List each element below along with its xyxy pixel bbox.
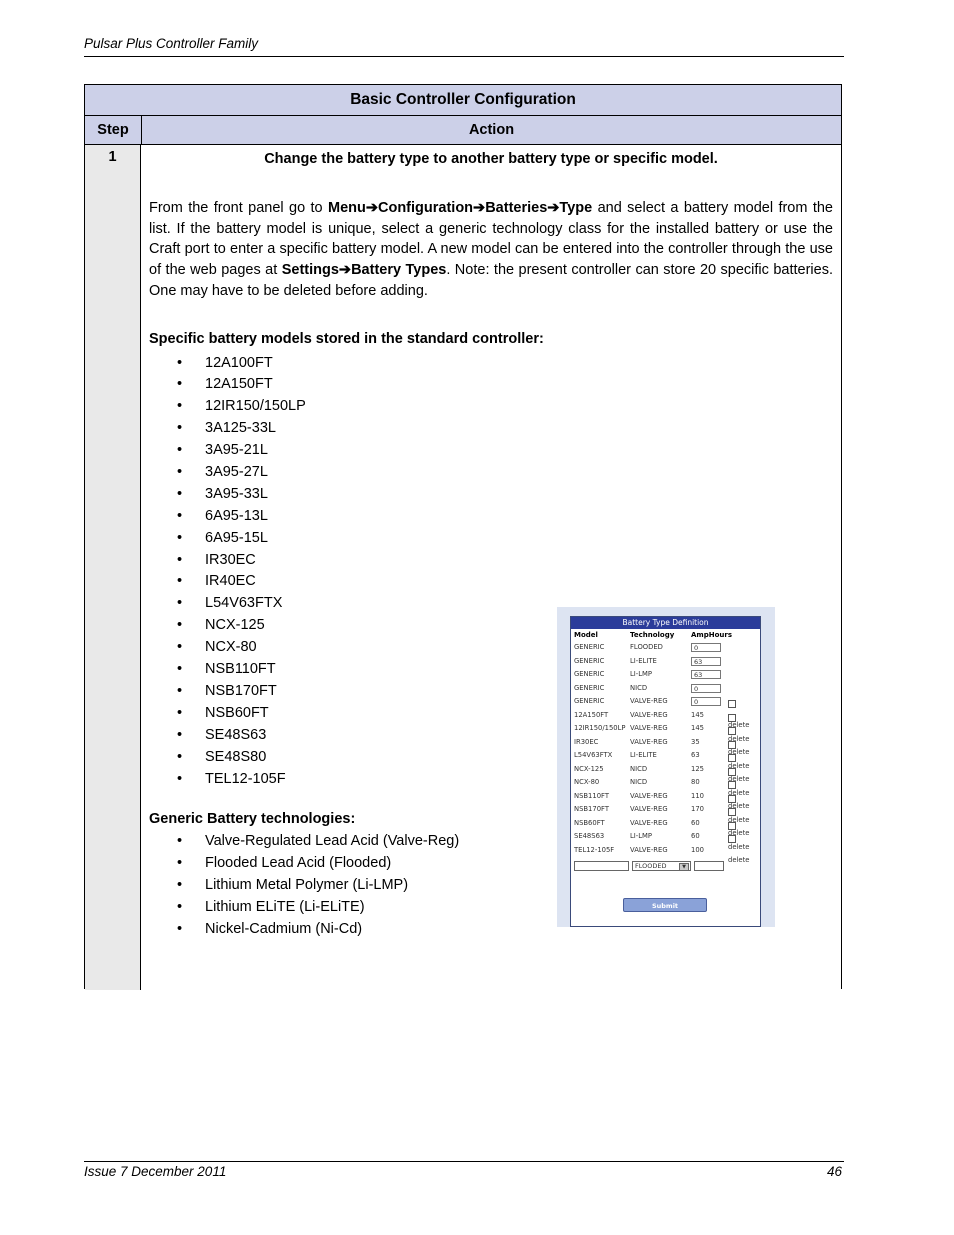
list-item: • 6A95-13L <box>149 506 833 528</box>
row-model: GENERIC <box>574 683 605 692</box>
row-technology: VALVE-REG <box>630 697 668 706</box>
amphours-input[interactable]: 63 <box>691 657 721 666</box>
specific-models-heading: Specific battery models stored in the standard controller: <box>149 330 544 347</box>
menu-term: Menu <box>327 199 366 216</box>
battery-type-definition-screenshot <box>557 607 775 927</box>
para-text: and select a battery model from the list. If the battery model is unique, select a generic technology class for the installed battery or use the Craft port to enter a specific battery model. A new model can be entered into the controller through the use of the web pages at <box>149 199 833 279</box>
instructions-paragraph <box>149 198 833 302</box>
delete-label: delete <box>728 829 750 838</box>
row-model: TEL12-105F <box>574 845 615 854</box>
list-item: • 12A150FT <box>149 374 833 396</box>
row-model: L54V63FTX <box>574 751 613 760</box>
row-model: 12A150FT <box>574 710 609 719</box>
amphours-input[interactable]: 63 <box>691 670 721 679</box>
page-number: 46 <box>826 1164 842 1179</box>
row-technology: VALVE-REG <box>630 818 668 827</box>
footer-rule <box>84 1161 844 1162</box>
header-rule <box>84 56 844 57</box>
row-model: GENERIC <box>574 670 605 679</box>
table-row <box>85 145 841 990</box>
row-model: IR30EC <box>574 737 599 746</box>
row-technology: LI-ELITE <box>630 751 657 760</box>
type-term: Type <box>559 199 593 216</box>
delete-label: delete <box>728 734 750 743</box>
delete-checkbox[interactable] <box>728 829 760 871</box>
technology-column-header: Technology <box>630 631 675 639</box>
row-technology: NICD <box>630 764 648 773</box>
batteries-term: Batteries <box>485 199 548 216</box>
arrow-icon: ➔ <box>547 199 560 216</box>
configuration-term: Configuration <box>378 199 474 216</box>
action-cell <box>141 145 841 990</box>
row-model: SE48S63 <box>574 832 605 841</box>
arrow-icon: ➔ <box>338 262 352 279</box>
row-technology: VALVE-REG <box>630 737 668 746</box>
delete-label: delete <box>728 802 750 811</box>
row-technology: NICD <box>630 778 648 787</box>
row-model: NCX-125 <box>574 764 604 773</box>
row-model: NSB60FT <box>574 818 605 827</box>
battery-type-form <box>570 616 761 927</box>
row-amphours: 35 <box>691 737 700 746</box>
row-technology: VALVE-REG <box>630 710 668 719</box>
new-amphours-input[interactable] <box>694 861 724 871</box>
row-amphours: 63 <box>691 751 700 760</box>
step-column-header: Step <box>85 116 142 144</box>
list-item: • 3A95-27L <box>149 462 833 484</box>
row-amphours: 60 <box>691 832 700 841</box>
amphours-input[interactable]: 0 <box>691 643 721 652</box>
row-amphours: 100 <box>691 845 704 854</box>
list-item: • NSB110FT <box>149 659 833 681</box>
list-item: • Flooded Lead Acid (Flooded) <box>149 853 833 875</box>
list-item: • 6A95-15L <box>149 528 833 550</box>
delete-label: delete <box>728 842 750 851</box>
footer-issue: Issue 7 December 2011 <box>84 1164 227 1179</box>
list-item: • IR40EC <box>149 571 833 593</box>
step-heading: Change the battery type to another battery type or specific model. <box>264 151 718 167</box>
list-item: • 12IR150/150LP <box>149 396 833 418</box>
list-item: • 3A95-33L <box>149 484 833 506</box>
list-item: • NCX-125 <box>149 615 833 637</box>
row-technology: VALVE-REG <box>630 791 668 800</box>
list-item: • IR30EC <box>149 550 833 572</box>
form-title: Battery Type Definition <box>571 617 760 629</box>
action-column-header: Action <box>468 122 515 138</box>
row-amphours: 125 <box>691 764 704 773</box>
list-item: • SE48S63 <box>149 725 833 747</box>
list-item: • L54V63FTX <box>149 593 833 615</box>
step-number: 1 <box>85 145 141 990</box>
row-amphours: 110 <box>691 791 704 800</box>
delete-label: delete <box>728 815 750 824</box>
generic-technologies-heading: Generic Battery technologies: <box>149 811 356 828</box>
delete-label: delete <box>728 748 750 757</box>
technology-select[interactable] <box>632 861 691 871</box>
row-technology: LI-LMP <box>630 832 652 841</box>
row-technology: VALVE-REG <box>630 805 668 814</box>
row-amphours: 60 <box>691 818 700 827</box>
row-model: NSB110FT <box>574 791 609 800</box>
settings-term: Settings <box>281 262 339 279</box>
technology-select-value: FLOODED <box>635 862 667 870</box>
list-item: • Valve-Regulated Lead Acid (Valve-Reg) <box>149 831 833 853</box>
battery-types-term: Battery Types <box>351 262 447 279</box>
row-technology: LI-LMP <box>630 670 652 679</box>
arrow-icon: ➔ <box>365 199 378 216</box>
row-technology: VALVE-REG <box>630 845 668 854</box>
chevron-down-icon: ▼ <box>679 863 689 871</box>
model-column-header: Model <box>574 631 598 639</box>
new-model-input[interactable] <box>574 861 629 871</box>
row-amphours: 170 <box>691 805 704 814</box>
submit-button[interactable]: Submit <box>623 898 707 912</box>
para-text: From the front panel go to <box>149 199 328 216</box>
list-item: • 3A125-33L <box>149 418 833 440</box>
list-item: • Nickel-Cadmium (Ni-Cd) <box>149 919 833 941</box>
list-item: • Lithium ELiTE (Li-ELiTE) <box>149 897 833 919</box>
row-technology: FLOODED <box>630 643 663 652</box>
row-model: GENERIC <box>574 697 605 706</box>
delete-label: delete <box>728 856 750 865</box>
config-table <box>84 84 842 989</box>
list-item: • TEL12-105F <box>149 769 833 791</box>
list-item: • 12A100FT <box>149 353 833 375</box>
row-model: GENERIC <box>574 656 605 665</box>
amphours-input[interactable]: 0 <box>691 697 721 706</box>
amphours-input[interactable]: 0 <box>691 684 721 693</box>
delete-label: delete <box>728 761 750 770</box>
row-amphours: 145 <box>691 710 704 719</box>
row-model: NCX-80 <box>574 778 600 787</box>
table-header-row <box>85 116 841 145</box>
amphours-column-header: AmpHours <box>691 631 732 639</box>
list-item: • NSB170FT <box>149 681 833 703</box>
row-model: NSB170FT <box>574 805 609 814</box>
row-technology: NICD <box>630 683 648 692</box>
row-technology: VALVE-REG <box>630 724 668 733</box>
row-amphours: 80 <box>691 778 700 787</box>
list-item: • Lithium Metal Polymer (Li-LMP) <box>149 875 833 897</box>
delete-label: delete <box>728 721 750 730</box>
list-item: • 3A95-21L <box>149 440 833 462</box>
table-title: Basic Controller Configuration <box>85 85 841 116</box>
delete-label: delete <box>728 788 750 797</box>
delete-label: delete <box>728 775 750 784</box>
arrow-icon: ➔ <box>473 199 486 216</box>
list-item: • NSB60FT <box>149 703 833 725</box>
row-model: 12IR150/150LP <box>574 724 626 733</box>
table-row <box>571 844 760 865</box>
list-item: • NCX-80 <box>149 637 833 659</box>
row-technology: LI-ELITE <box>630 656 657 665</box>
running-header: Pulsar Plus Controller Family <box>84 36 259 51</box>
para-text: . Note: the present controller can store 20 specific batteries. One may have to be deleted before adding. <box>149 262 833 299</box>
list-item: • SE48S80 <box>149 747 833 769</box>
row-amphours: 145 <box>691 724 704 733</box>
row-model: GENERIC <box>574 643 605 652</box>
